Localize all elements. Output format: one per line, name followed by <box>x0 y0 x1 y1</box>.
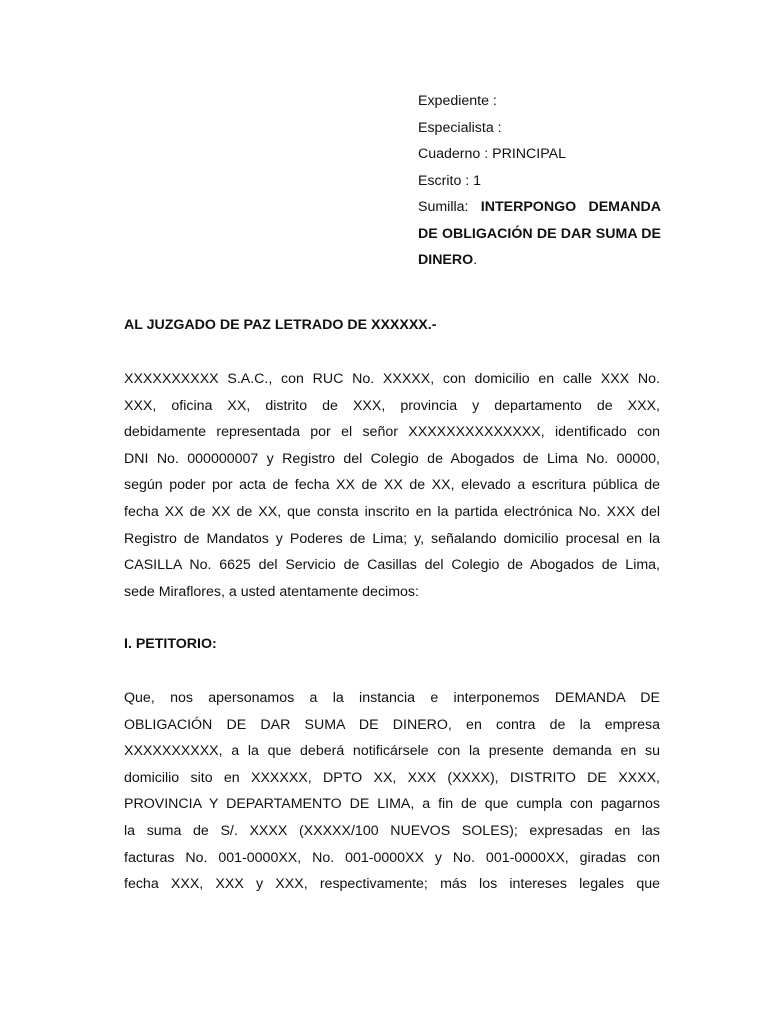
expediente-label: Expediente : <box>418 93 497 109</box>
sumilla-end: . <box>473 252 478 268</box>
petitorio-line: la suma de S/. XXXX (XXXXX/100 NUEVOS SOLES); expresadas en las <box>124 822 660 839</box>
especialista-label: Especialista : <box>418 119 502 136</box>
intro-line: XXX, oficina XX, distrito de XXX, provincia y departamento de XXX, <box>124 397 660 414</box>
case-header <box>418 88 661 274</box>
sumilla-text: INTERPONGO DEMANDA DE OBLIGACIÓN DE DAR SUMA DE DINERO <box>418 199 661 268</box>
intro-paragraph <box>124 366 660 605</box>
sumilla <box>418 194 661 274</box>
petitorio-line: facturas No. 001-0000XX, No. 001-0000XX y No. 001-0000XX, giradas con <box>124 849 660 866</box>
intro-line: fecha XX de XX de XX, que consta inscrito en la partida electrónica No. XXX del <box>124 503 660 520</box>
intro-line: Registro de Mandatos y Poderes de Lima; y, señalando domicilio procesal en la <box>124 530 660 547</box>
petitorio-line: fecha XXX, XXX y XXX, respectivamente; más los intereses legales que <box>124 876 660 893</box>
intro-line: DNI No. 000000007 y Registro del Colegio de Abogados de Lima No. 00000, <box>124 450 660 467</box>
petitorio-line: domicilio sito en XXXXXX, DPTO XX, XXX (XXXX), DISTRITO DE XXXX, <box>124 769 660 786</box>
intro-line: CASILLA No. 6625 del Servicio de Casillas del Colegio de Abogados de Lima, <box>124 557 660 574</box>
intro-line: debidamente representada por el señor XXXXXXXXXXXXXX, identificado con <box>124 424 660 441</box>
petitorio-line: OBLIGACIÓN DE DAR SUMA DE DINERO, en contra de la empresa <box>124 716 660 733</box>
addressee-heading: AL JUZGADO DE PAZ LETRADO DE XXXXXX.- <box>124 317 437 333</box>
escrito-label: Escrito : 1 <box>418 172 482 189</box>
intro-line: según poder por acta de fecha XX de XX de XX, elevado a escritura pública de <box>124 477 660 494</box>
petitorio-line: PROVINCIA Y DEPARTAMENTO DE LIMA, a fin de que cumpla con pagarnos <box>124 796 660 813</box>
intro-line: sede Miraflores, a usted atentamente decimos: <box>124 583 419 600</box>
petitorio-line: XXXXXXXXXX, a la que deberá notificársele con la presente demanda en su <box>124 743 660 760</box>
cuaderno-label: Cuaderno : PRINCIPAL <box>418 146 566 162</box>
intro-line: XXXXXXXXXX S.A.C., con RUC No. XXXXX, con domicilio en calle XXX No. <box>124 371 660 387</box>
section-petitorio-title: I. PETITORIO: <box>124 636 217 652</box>
petitorio-line: Que, nos apersonamos a la instancia e interponemos DEMANDA DE <box>124 690 660 706</box>
petitorio-paragraph <box>124 685 660 898</box>
sumilla-label: Sumilla: <box>418 199 481 215</box>
